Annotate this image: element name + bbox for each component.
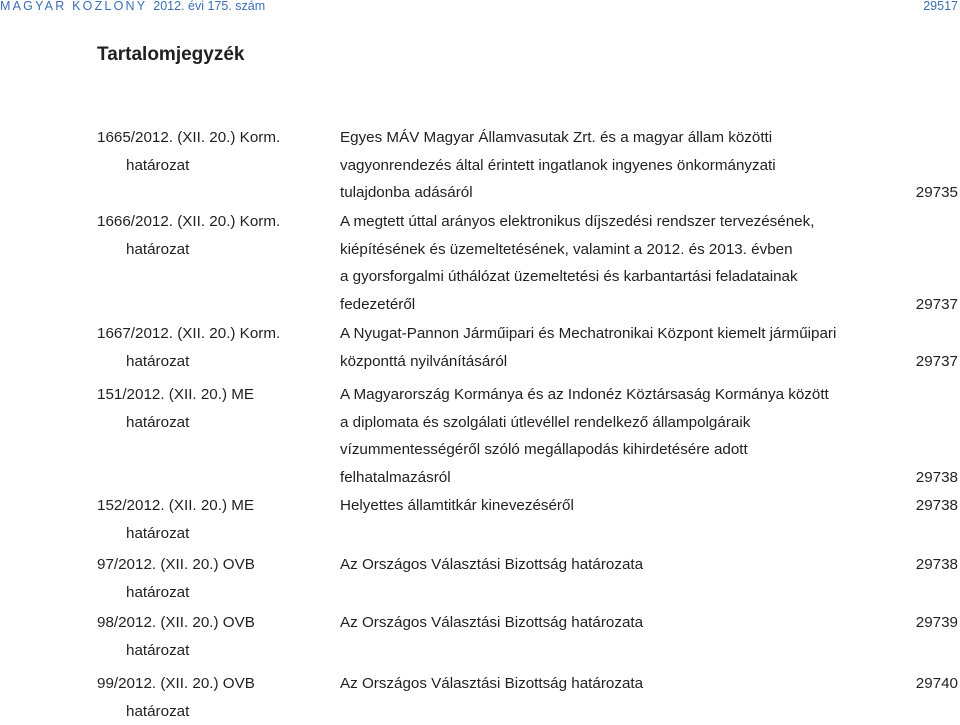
- entry-description: [340, 124, 900, 207]
- entry-line: tulajdonba adásáról: [340, 179, 900, 207]
- entry-description: [340, 492, 900, 520]
- entry-number-text: 97/2012. (XII. 20.) OVB: [97, 556, 255, 573]
- entry-type: határozat: [97, 236, 297, 264]
- entry-description: [340, 670, 900, 698]
- entry-number: [97, 609, 297, 664]
- entry-line: A Magyarország Kormánya és az Indonéz Köztársaság Kormánya között: [340, 381, 900, 409]
- entry-page: 29739: [898, 609, 958, 637]
- entry-number-text: 1667/2012. (XII. 20.) Korm.: [97, 325, 280, 342]
- entry-number: [97, 320, 297, 375]
- entry-description: [340, 551, 900, 579]
- entry-type: határozat: [97, 698, 297, 725]
- entry-type: határozat: [97, 520, 297, 548]
- entry-page: 29738: [898, 464, 958, 492]
- entry-type: határozat: [97, 409, 297, 437]
- entry-type: határozat: [97, 152, 297, 180]
- entry-type: határozat: [97, 637, 297, 665]
- entry-number-text: 1665/2012. (XII. 20.) Korm.: [97, 129, 280, 146]
- entry-line: fedezetéről: [340, 291, 900, 319]
- page-header: [0, 0, 960, 12]
- entry-number-text: 1666/2012. (XII. 20.) Korm.: [97, 213, 280, 230]
- entry-number: [97, 670, 297, 725]
- entry-description: [340, 609, 900, 637]
- entry-line: A Nyugat-Pannon Járműipari és Mechatronikai Központ kiemelt járműipari: [340, 320, 900, 348]
- entry-line: a gyorsforgalmi úthálózat üzemeltetési és karbantartási feladatainak: [340, 263, 900, 291]
- entry-line: vízummentességéről szóló megállapodás kihirdetésére adott: [340, 436, 900, 464]
- entry-number: [97, 208, 297, 263]
- entry-line: Az Országos Választási Bizottság határozata: [340, 609, 900, 637]
- entry-line: Helyettes államtitkár kinevezéséről: [340, 492, 900, 520]
- entry-line: kiépítésének és üzemeltetésének, valamint a 2012. és 2013. évben: [340, 236, 900, 264]
- journal-title: [0, 0, 265, 12]
- entry-line: Egyes MÁV Magyar Államvasutak Zrt. és a magyar állam közötti: [340, 124, 900, 152]
- entry-page: 29737: [898, 291, 958, 319]
- page-number: 29517: [923, 0, 958, 12]
- entry-number-text: 99/2012. (XII. 20.) OVB: [97, 675, 255, 692]
- entry-description: [340, 381, 900, 491]
- entry-line: központtá nyilvánításáról: [340, 348, 900, 376]
- entry-line: Az Országos Választási Bizottság határozata: [340, 551, 900, 579]
- entry-page: 29738: [898, 551, 958, 579]
- entry-number-text: 98/2012. (XII. 20.) OVB: [97, 614, 255, 631]
- entry-page: 29737: [898, 348, 958, 376]
- entry-number: [97, 124, 297, 179]
- entry-number: [97, 492, 297, 547]
- entry-number-text: 151/2012. (XII. 20.) ME: [97, 386, 254, 403]
- entry-line: felhatalmazásról: [340, 464, 900, 492]
- entry-type: határozat: [97, 579, 297, 607]
- entry-number-text: 152/2012. (XII. 20.) ME: [97, 497, 254, 514]
- entry-number: [97, 381, 297, 436]
- entry-line: A megtett úttal arányos elektronikus díjszedési rendszer tervezésének,: [340, 208, 900, 236]
- entry-page: 29735: [898, 179, 958, 207]
- entry-line: a diplomata és szolgálati útlevéllel rendelkező állampolgáraik: [340, 409, 900, 437]
- entry-line: vagyonrendezés által érintett ingatlanok ingyenes önkormányzati: [340, 152, 900, 180]
- entry-line: Az Országos Választási Bizottság határozata: [340, 670, 900, 698]
- entry-page: 29740: [898, 670, 958, 698]
- entry-description: [340, 320, 900, 375]
- toc-title: Tartalomjegyzék: [97, 42, 244, 68]
- journal-name: MAGYAR KÖZLÖNY: [0, 0, 147, 13]
- entry-number: [97, 551, 297, 606]
- issue-number: 2012. évi 175. szám: [153, 0, 265, 13]
- entry-description: [340, 208, 900, 318]
- entry-page: 29738: [898, 492, 958, 520]
- entry-type: határozat: [97, 348, 297, 376]
